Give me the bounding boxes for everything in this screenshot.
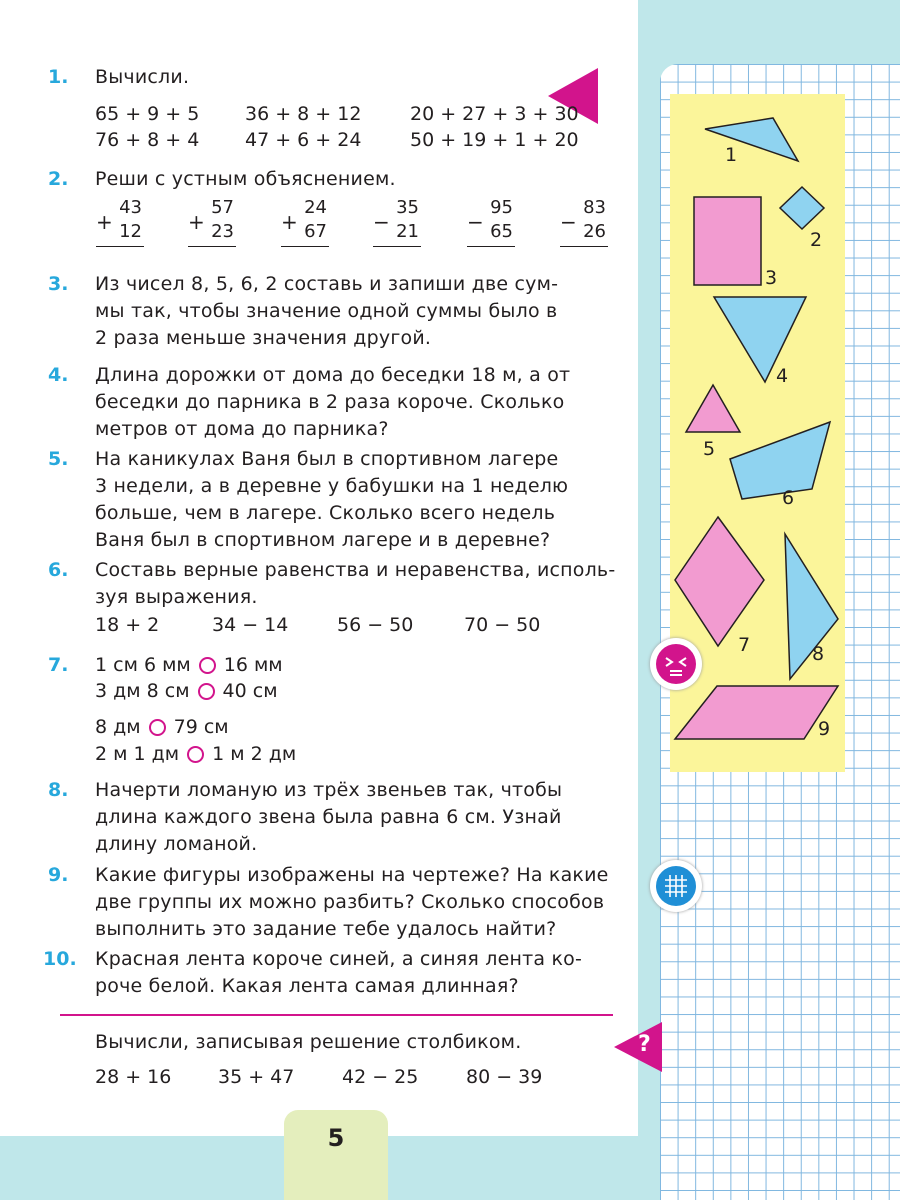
task-6-number: 6. [48, 559, 69, 581]
column-top: 43 [119, 197, 142, 218]
logic-task-icon [650, 638, 702, 690]
figure-label: 8 [812, 643, 825, 665]
task-2-text: Реши с устным объяснением. [95, 168, 396, 190]
column-bottom: 67 [304, 221, 327, 242]
task-6-expr: 18 + 2 [95, 614, 160, 636]
task-10-number: 10. [43, 948, 77, 970]
column-subtraction [467, 196, 513, 244]
column-bottom: 65 [490, 221, 513, 242]
column-subtraction [373, 196, 419, 244]
grid-task-icon [650, 860, 702, 912]
column-bottom: 26 [583, 221, 606, 242]
task-3-text: Из чисел 8, 5, 6, 2 составь и запиши две сум- мы так, чтобы значение одной суммы было в 2 раза меньше значения другой. [95, 273, 559, 349]
task-6-text: Составь верные равенства и неравенства, исполь- зуя выражения. [95, 559, 616, 608]
task-1-expr: 50 + 19 + 1 + 20 [410, 129, 579, 151]
comparison-circle-icon [149, 719, 166, 736]
task-5-text: На каникулах Ваня был в спортивном лагере 3 недели, а в деревне у бабушки на 1 неделю больше, чем в лагере. Сколько всего недель Ваня был в спортивном лагере и в деревне? [95, 448, 569, 551]
column-sign: − [373, 210, 390, 234]
task-7-number: 7. [48, 654, 69, 676]
figure-4-triangle [714, 297, 806, 382]
task-1-text: Вычисли. [95, 66, 190, 88]
comparison-circle-icon [198, 683, 215, 700]
column-sign: − [560, 210, 577, 234]
task-10-text: Красная лента короче синей, а синяя лента ко- роче белой. Какая лента самая длинная? [95, 948, 583, 997]
extra-expr: 80 − 39 [466, 1066, 543, 1088]
figure-label: 4 [776, 365, 789, 387]
column-sign: + [188, 210, 205, 234]
extra-expr: 42 − 25 [342, 1066, 419, 1088]
figure-label: 7 [738, 634, 751, 656]
task-9-number: 9. [48, 864, 69, 886]
task-3-number: 3. [48, 273, 69, 295]
task-2-number: 2. [48, 168, 69, 190]
figure-label: 6 [782, 487, 795, 509]
figure-2-square [780, 187, 824, 229]
column-top: 57 [211, 197, 234, 218]
column-top: 95 [490, 197, 513, 218]
task-6-expr: 34 − 14 [212, 614, 289, 636]
column-addition [281, 196, 327, 244]
task-1-expr: 36 + 8 + 12 [245, 103, 362, 125]
column-top: 35 [396, 197, 419, 218]
task-8-number: 8. [48, 779, 69, 801]
section-divider [60, 1014, 613, 1016]
task-8-text: Начерти ломаную из трёх звеньев так, чтобы длина каждого звена была равна 6 см. Узнай длину ломаной. [95, 779, 563, 855]
extra-task-text: Вычисли, записывая решение столбиком. [95, 1031, 522, 1053]
task-1-expr: 20 + 27 + 3 + 30 [410, 103, 579, 125]
figure-6-trapezoid [730, 422, 830, 499]
column-bottom: 23 [211, 221, 234, 242]
task-7-compare: 1 см 6 мм 16 мм [95, 654, 283, 676]
task-5-number: 5. [48, 448, 69, 470]
column-addition [96, 196, 142, 244]
column-top: 83 [583, 197, 606, 218]
column-addition [188, 196, 234, 244]
column-sign: + [281, 210, 298, 234]
task-6-expr: 70 − 50 [464, 614, 541, 636]
column-top: 24 [304, 197, 327, 218]
task-4-text: Длина дорожки от дома до беседки 18 м, а от беседки до парника в 2 раза короче. Сколько метров от дома до парника? [95, 364, 571, 440]
question-marker-icon: ? [614, 1022, 664, 1072]
column-subtraction [560, 196, 606, 244]
task-4-number: 4. [48, 364, 69, 386]
page-number: 5 [284, 1110, 388, 1200]
column-bottom: 21 [396, 221, 419, 242]
column-bottom: 12 [119, 221, 142, 242]
figure-5-triangle [686, 385, 740, 432]
task-1-expr: 65 + 9 + 5 [95, 103, 200, 125]
extra-expr: 35 + 47 [218, 1066, 295, 1088]
task-1-expr: 76 + 8 + 4 [95, 129, 200, 151]
figure-label: 9 [818, 718, 831, 740]
task-9-text: Какие фигуры изображены на чертеже? На какие две группы их можно разбить? Сколько способов выполнить это задание тебе удалось найти? [95, 864, 609, 940]
task-7-compare: 2 м 1 дм 1 м 2 дм [95, 743, 297, 765]
task-6-expr: 56 − 50 [337, 614, 414, 636]
task-7-compare: 8 дм 79 см [95, 716, 229, 738]
task-1-number: 1. [48, 66, 69, 88]
task-1-expr: 47 + 6 + 24 [245, 129, 362, 151]
figure-label: 3 [765, 267, 778, 289]
figure-1-triangle [705, 118, 798, 161]
comparison-circle-icon [199, 657, 216, 674]
figure-label: 2 [810, 229, 823, 251]
figure-9-parallelogram [675, 686, 838, 739]
column-sign: + [96, 210, 113, 234]
figure-label: 1 [725, 144, 738, 166]
figure-7-rhombus [675, 517, 764, 646]
figure-3-rectangle [694, 197, 761, 285]
extra-expr: 28 + 16 [95, 1066, 172, 1088]
column-sign: − [467, 210, 484, 234]
figure-label: 5 [703, 438, 716, 460]
comparison-circle-icon [187, 746, 204, 763]
task-7-compare: 3 дм 8 см 40 см [95, 680, 278, 702]
